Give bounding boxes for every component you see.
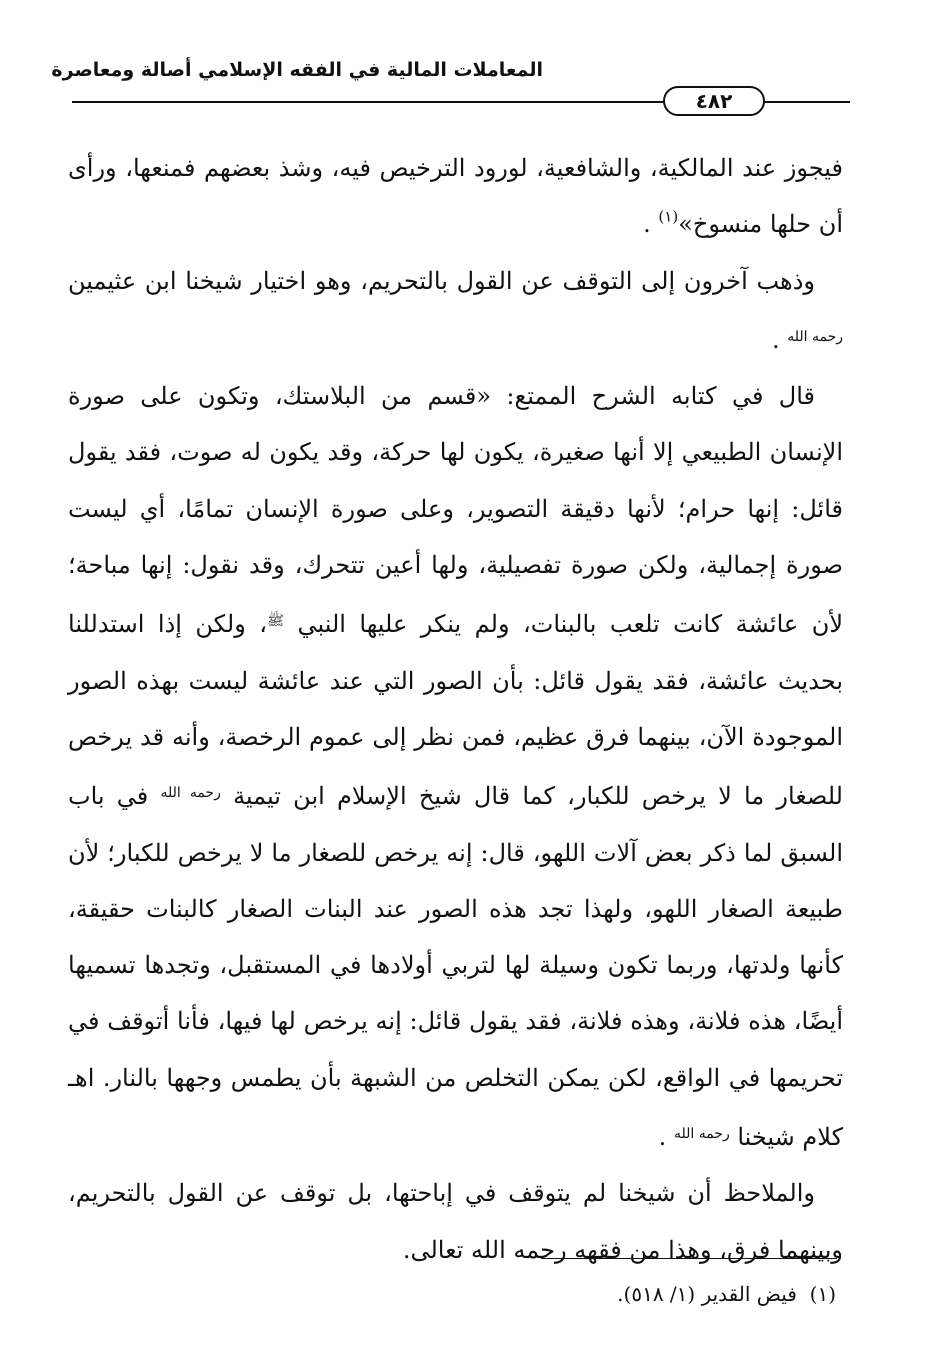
footnote-marker: (١) [809, 1282, 836, 1306]
footnote-separator [541, 1258, 837, 1259]
paragraph-1-text: فيجوز عند المالكية، والشافعية، لورود الترخيص فيه، وشذ بعضهم فمنعها، ورأى أن حلها منسوخ» [68, 154, 843, 239]
main-text [68, 140, 843, 1278]
paragraph-3-part-2: ، ولكن إذا استدللنا بحديث عائشة، فقد يقول قائل: بأن الصور التي عند عائشة ليست بهذه الصور الموجودة الآن، بينهما فرق عظيم، فمن نظر إلى عموم الرخصة، وأنه قد يرخص للصغار ما لا يرخص للكبار، كما قال شيخ الإسلام ابن تيمية [68, 610, 843, 811]
running-title: المعاملات المالية في الفقه الإسلامي أصالة ومعاصرة [51, 59, 543, 81]
paragraph-4-text: والملاحظ أن شيخنا لم يتوقف في إباحتها، بل توقف عن القول بالتحريم، وبينهما فرق، وهذا من فقهه رحمه الله تعالى. [68, 1179, 843, 1264]
page-number-label: ٤٨٢ [695, 89, 733, 113]
paragraph-3 [68, 368, 843, 1165]
paragraph-2-text: وذهب آخرون إلى التوقف عن القول بالتحريم، وهو اختيار شيخنا ابن عثيمين [68, 266, 815, 295]
paragraph-2 [68, 253, 843, 369]
footnote-text: فيض القدير (١/ ٥١٨). [617, 1282, 797, 1306]
paragraph-1 [68, 140, 843, 253]
paragraph-3-end: . [658, 1123, 667, 1152]
paragraph-3-part-1: قال في كتابه الشرح الممتع: «قسم من البلاستك، وتكون على صورة الإنسان الطبيعي إلا أنها صغيرة، يكون لها حركة، وقد يكون له صوت، فقد يقول قائل: إنها حرام؛ لأنها دقيقة التصوير، وعلى صورة الإنسان تمامًا، أي ليست صورة إجمالية، ولكن صورة تفصيلية، ولها أعين تتحرك، وقد نقول: إنها مباحة؛ لأن عائشة كانت تلعب بالبنات، ولم ينكر عليها النبي [68, 382, 844, 639]
honorific-mark: رحمه الله [787, 328, 843, 345]
honorific-mark: رحمه الله [160, 785, 221, 802]
footnote-reference: (١) [658, 207, 679, 226]
paragraph-1-end: . [643, 210, 651, 239]
footnote-1 [100, 1280, 836, 1308]
page-number [663, 86, 765, 116]
paragraph-2-end: . [771, 325, 780, 354]
paragraph-3-part-3: في باب السبق لما ذكر بعض آلات اللهو، قال: إنه يرخص للصغار ما لا يرخص للكبار؛ لأن طبيعة الصغار اللهو، ولهذا تجد هذه الصور عند البنات الصغار كالبنات حقيقة، كأنها ولدتها، وربما تكون وسيلة لها لتربي أولادها في المستقبل، وتجدها تسميها أيضًا، هذه فلانة، وهذه فلانة، فقد يقول قائل: إنه يرخص لها فيها، فأنا أتوقف في تحريمها في الواقع، لكن يمكن التخلص من الشبهة بأن يطمس وجهها بالنار. اهـ كلام شيخنا [68, 782, 843, 1152]
honorific-mark: ﷺ [267, 613, 284, 630]
honorific-mark: رحمه الله [673, 1126, 730, 1143]
paragraph-4 [68, 1165, 843, 1278]
